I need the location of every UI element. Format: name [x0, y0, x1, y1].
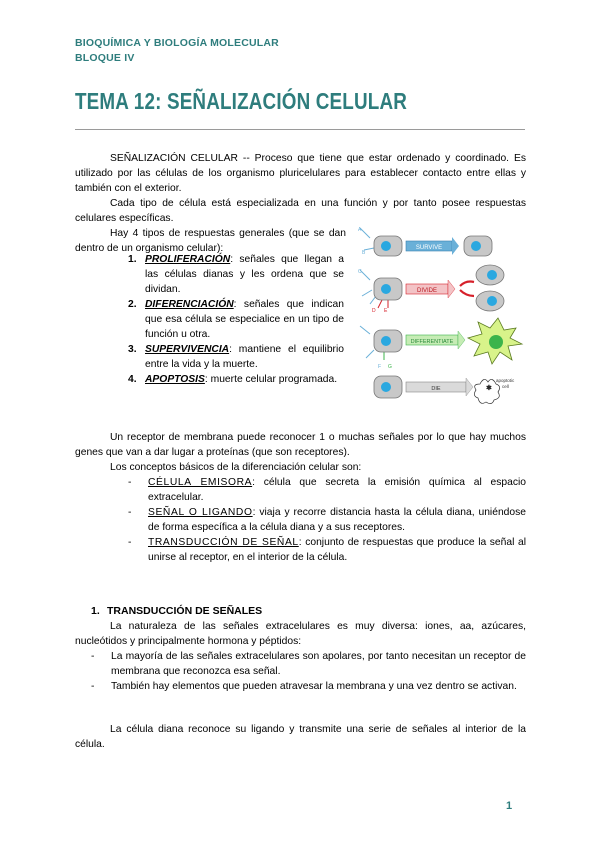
intro-paragraph-3: Hay 4 tipos de respuestas generales (que se dan dentro de un organismo celular):	[75, 228, 346, 254]
list-item: 4. APOPTOSIS: muerte celular programada.	[128, 374, 338, 385]
page-title: TEMA 12: SEÑALIZACIÓN CELULAR	[75, 88, 408, 114]
section-1-heading-block	[91, 604, 511, 619]
svg-text:apoptotic: apoptotic	[496, 378, 515, 383]
responses-list	[128, 252, 344, 387]
term-senal-ligando: SEÑAL O LIGANDO	[148, 507, 253, 518]
list-item: - También hay elementos que pueden atravesar la membrana y una vez dentro se activan.	[91, 681, 517, 692]
section-1-closing	[75, 722, 526, 752]
receptors-block	[75, 430, 526, 475]
svg-text:DIVIDE: DIVIDE	[416, 288, 438, 294]
svg-text:SURVIVE: SURVIVE	[415, 245, 443, 251]
title-divider	[75, 129, 525, 130]
svg-text:DIFFERENTIATE: DIFFERENTIATE	[410, 339, 454, 345]
svg-text:D: D	[372, 308, 376, 314]
intro-paragraph-2: Cada tipo de célula está especializada en una función y por tanto posee respuestas celulares específicas.	[75, 198, 526, 224]
concepts-list	[128, 475, 526, 565]
svg-text:DIE: DIE	[431, 386, 441, 392]
svg-text:E: E	[384, 308, 388, 314]
section-heading: 1. TRANSDUCCIÓN DE SEÑALES	[91, 605, 263, 617]
term-diferenciacion: DIFERENCIACIÓN	[145, 299, 234, 310]
list-item: - La mayoría de las señales extracelulares son apolares, por tanto necesitan un receptor de membrana que reconozca esa señal.	[91, 651, 526, 677]
differentiate-row	[360, 318, 522, 370]
section-1-intro	[75, 619, 526, 649]
die-row	[374, 376, 515, 404]
receptors-paragraph: Un receptor de membrana puede reconocer 1 o muchas señales por lo que hay muchos genes que van a dar lugar a proteínas (que son receptores).	[75, 432, 526, 458]
intro-paragraph-1: SEÑALIZACIÓN CELULAR -- Proceso que tiene que estar ordenado y coordinado. Es utilizado por las células de los organismo pluricelulares para establecer contacto entre ellas y también con el exterior.	[75, 153, 526, 194]
term-apoptosis: APOPTOSIS	[145, 374, 205, 385]
term-supervivencia: SUPERVIVENCIA	[145, 344, 230, 355]
list-item: 2. DIFERENCIACIÓN: señales que indican que esa célula se especialice en un tipo de función u otra.	[128, 299, 344, 340]
term-transduccion: TRANSDUCCIÓN DE SEÑAL	[148, 537, 299, 548]
concepts-intro: Los conceptos básicos de la diferenciación celular son:	[110, 462, 362, 473]
list-item: 3. SUPERVIVENCIA: mantiene el equilibrio entre la vida y la muerte.	[128, 344, 344, 370]
section-1-paragraph-2: La célula diana reconoce su ligando y transmite una serie de señales al interior de la célula.	[75, 724, 526, 750]
section-1-paragraph-1: La naturaleza de las señales extracelulares es muy diversa: iones, aa, azúcares, nucleótidos y principalmente hormona y péptidos:	[75, 621, 526, 647]
intro-block	[75, 151, 526, 226]
term-celula-emisora: CÉLULA EMISORA	[148, 477, 253, 488]
header-subject: BIOQUÍMICA Y BIOLOGÍA MOLECULAR	[75, 37, 279, 49]
svg-text:cell: cell	[502, 384, 509, 389]
list-item: - CÉLULA EMISORA: célula que secreta la emisión química al espacio extracelular.	[128, 477, 526, 503]
survive-row	[358, 227, 492, 256]
svg-text:✱: ✱	[486, 385, 492, 392]
svg-text:A: A	[358, 227, 362, 233]
svg-text:F: F	[378, 364, 382, 370]
list-item: - SEÑAL O LIGANDO: viaja y recorre distancia hasta la célula diana, uniéndose de forma específica a la célula diana y a sus receptores.	[128, 507, 527, 533]
cell-response-figure	[356, 224, 530, 410]
section-1-list	[91, 649, 526, 694]
svg-text:B: B	[362, 250, 366, 256]
list-item: - TRANSDUCCIÓN DE SEÑAL: conjunto de respuestas que produce la señal al unirse al receptor, en el interior de la célula.	[128, 537, 526, 563]
svg-text:C: C	[358, 269, 362, 275]
term-proliferacion: PROLIFERACIÓN	[145, 254, 231, 265]
svg-text:G: G	[388, 364, 392, 370]
list-item: 1. PROLIFERACIÓN: señales que llegan a las células dianas y les ordena que se dividan.	[128, 254, 344, 295]
page-number: 1	[506, 800, 513, 812]
divide-row	[358, 265, 504, 314]
header-block: BLOQUE IV	[75, 52, 135, 64]
